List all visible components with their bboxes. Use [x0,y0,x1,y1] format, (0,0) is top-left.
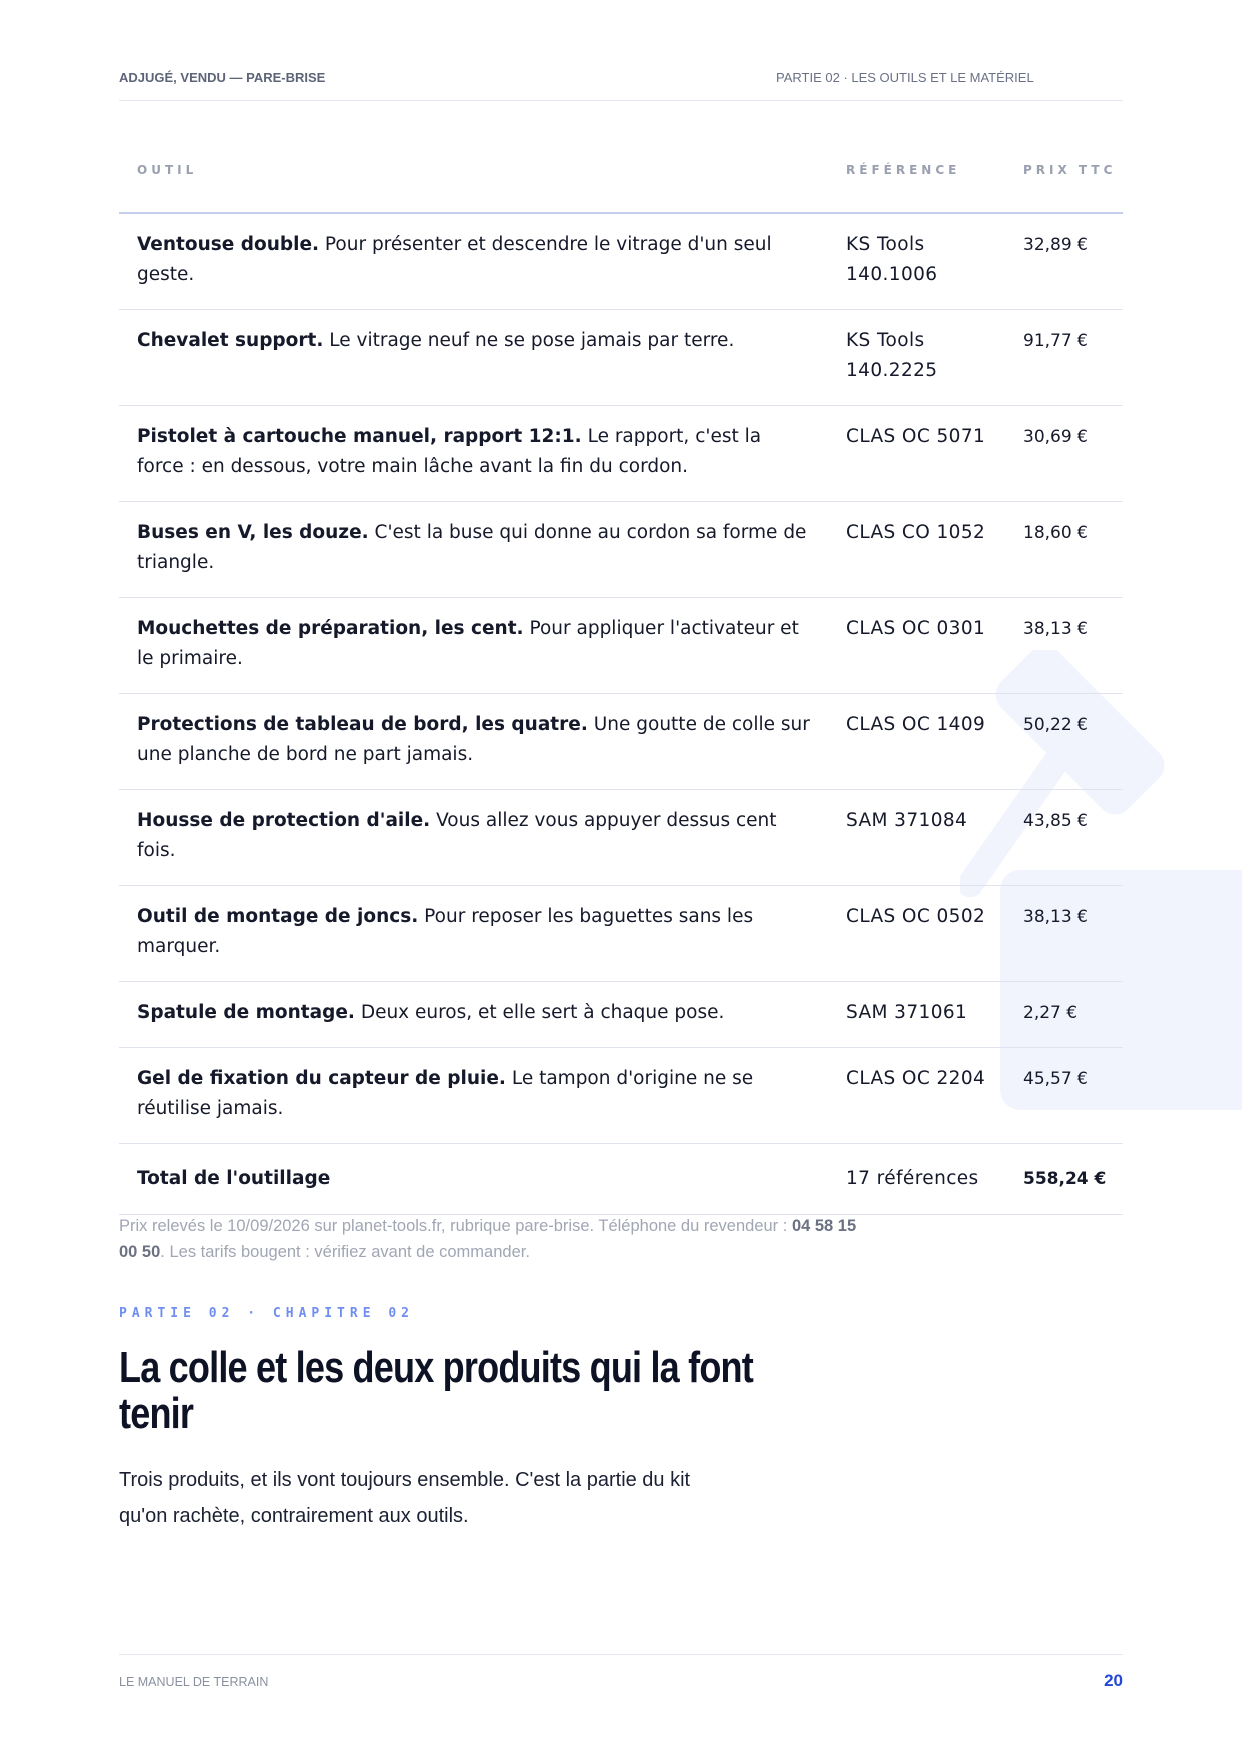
tool-reference: CLAS OC 0301 [828,598,1005,694]
tool-name: Spatule de montage. [137,1002,355,1023]
tool-description: Pour appliquer l'activateur et le primaire. [137,618,799,669]
tool-reference: KS Tools 140.1006 [828,213,1005,310]
running-title: ADJUGÉ, VENDU — PARE-BRISE [119,70,326,85]
tool-name: Outil de montage de joncs. [137,906,419,927]
chapter-eyebrow: PARTIE 02 · CHAPITRE 02 [119,1306,415,1321]
tool-description: Le tampon d'origine ne se réutilise jamais. [137,1068,754,1119]
tool-reference: CLAS OC 5071 [828,406,1005,502]
price-note [119,1213,879,1265]
tool-cell [119,694,828,790]
tool-price: 2,27 € [1005,982,1123,1048]
column-header-tool: OUTIL [119,140,828,213]
table-row [119,982,1123,1048]
tool-reference: CLAS OC 1409 [828,694,1005,790]
tool-name: Housse de protection d'aile. [137,810,431,831]
column-header-reference: RÉFÉRENCE [828,140,1005,213]
tool-cell [119,598,828,694]
tool-cell [119,406,828,502]
tool-reference: CLAS CO 1052 [828,502,1005,598]
tool-reference: CLAS OC 2204 [828,1048,1005,1144]
chapter-title: La colle et les deux produits qui la font tenir [119,1343,753,1438]
table-row [119,1048,1123,1144]
tool-cell [119,213,828,310]
total-label: Total de l'outillage [119,1144,828,1215]
page-number: 20 [1104,1671,1123,1690]
tool-price: 45,57 € [1005,1048,1123,1144]
running-section: PARTIE 02 · LES OUTILS ET LE MATÉRIEL [776,70,1034,85]
tool-name: Chevalet support. [137,330,324,351]
tool-cell [119,310,828,406]
tools-table [119,140,1123,1215]
tool-description: C'est la buse qui donne au cordon sa forme de triangle. [137,522,807,573]
page-header [119,60,1123,101]
tool-cell [119,1048,828,1144]
table-row [119,406,1123,502]
tool-description: Deux euros, et elle sert à chaque pose. [354,1002,725,1023]
tool-price: 91,77 € [1005,310,1123,406]
tool-name: Protections de tableau de bord, les quatre. [137,714,588,735]
tool-cell [119,502,828,598]
tool-cell [119,982,828,1048]
tool-reference: KS Tools 140.2225 [828,310,1005,406]
tool-price: 43,85 € [1005,790,1123,886]
table-row [119,694,1123,790]
tool-name: Pistolet à cartouche manuel, rapport 12:1. [137,426,582,447]
table-header-row [119,140,1123,213]
tool-description: Le vitrage neuf ne se pose jamais par terre. [323,330,735,351]
table-row [119,310,1123,406]
table-total-row [119,1144,1123,1215]
note-text: Prix relevés le 10/09/2026 sur planet-tools.fr, rubrique pare-brise. Téléphone du revendeur : [119,1216,792,1235]
tool-price: 38,13 € [1005,886,1123,982]
tool-price: 38,13 € [1005,598,1123,694]
tool-price: 50,22 € [1005,694,1123,790]
column-header-price: PRIX TTC [1005,140,1123,213]
table-row [119,790,1123,886]
tool-name: Ventouse double. [137,234,320,255]
total-price: 558,24 € [1005,1144,1123,1215]
tool-reference: CLAS OC 0502 [828,886,1005,982]
table-row [119,502,1123,598]
tool-price: 32,89 € [1005,213,1123,310]
dealer-phone: 04 58 15 00 50 [119,1216,857,1261]
chapter-lead: Trois produits, et ils vont toujours ensemble. C'est la partie du kit qu'on rachète, contrairement aux outils. [119,1469,691,1527]
tool-cell [119,886,828,982]
table-row [119,598,1123,694]
tool-description: Pour reposer les baguettes sans les marquer. [137,906,754,957]
tool-cell [119,790,828,886]
note-text-end: . Les tarifs bougent : vérifiez avant de commander. [160,1242,530,1261]
tool-description: Vous allez vous appuyer dessus cent fois. [137,810,777,861]
page-footer [119,1654,1123,1695]
book-title: LE MANUEL DE TERRAIN [119,1675,269,1689]
tool-description: Une goutte de colle sur une planche de bord ne part jamais. [137,714,810,765]
tool-name: Gel de fixation du capteur de pluie. [137,1068,506,1089]
tool-name: Buses en V, les douze. [137,522,369,543]
tool-description: Le rapport, c'est la force : en dessous, votre main lâche avant la fin du cordon. [137,426,762,477]
tool-description: Pour présenter et descendre le vitrage d'un seul geste. [137,234,772,285]
table-row [119,213,1123,310]
tool-reference: SAM 371084 [828,790,1005,886]
tool-price: 30,69 € [1005,406,1123,502]
table-row [119,886,1123,982]
tool-price: 18,60 € [1005,502,1123,598]
tool-reference: SAM 371061 [828,982,1005,1048]
total-reference-count: 17 références [828,1144,1005,1215]
tool-name: Mouchettes de préparation, les cent. [137,618,524,639]
